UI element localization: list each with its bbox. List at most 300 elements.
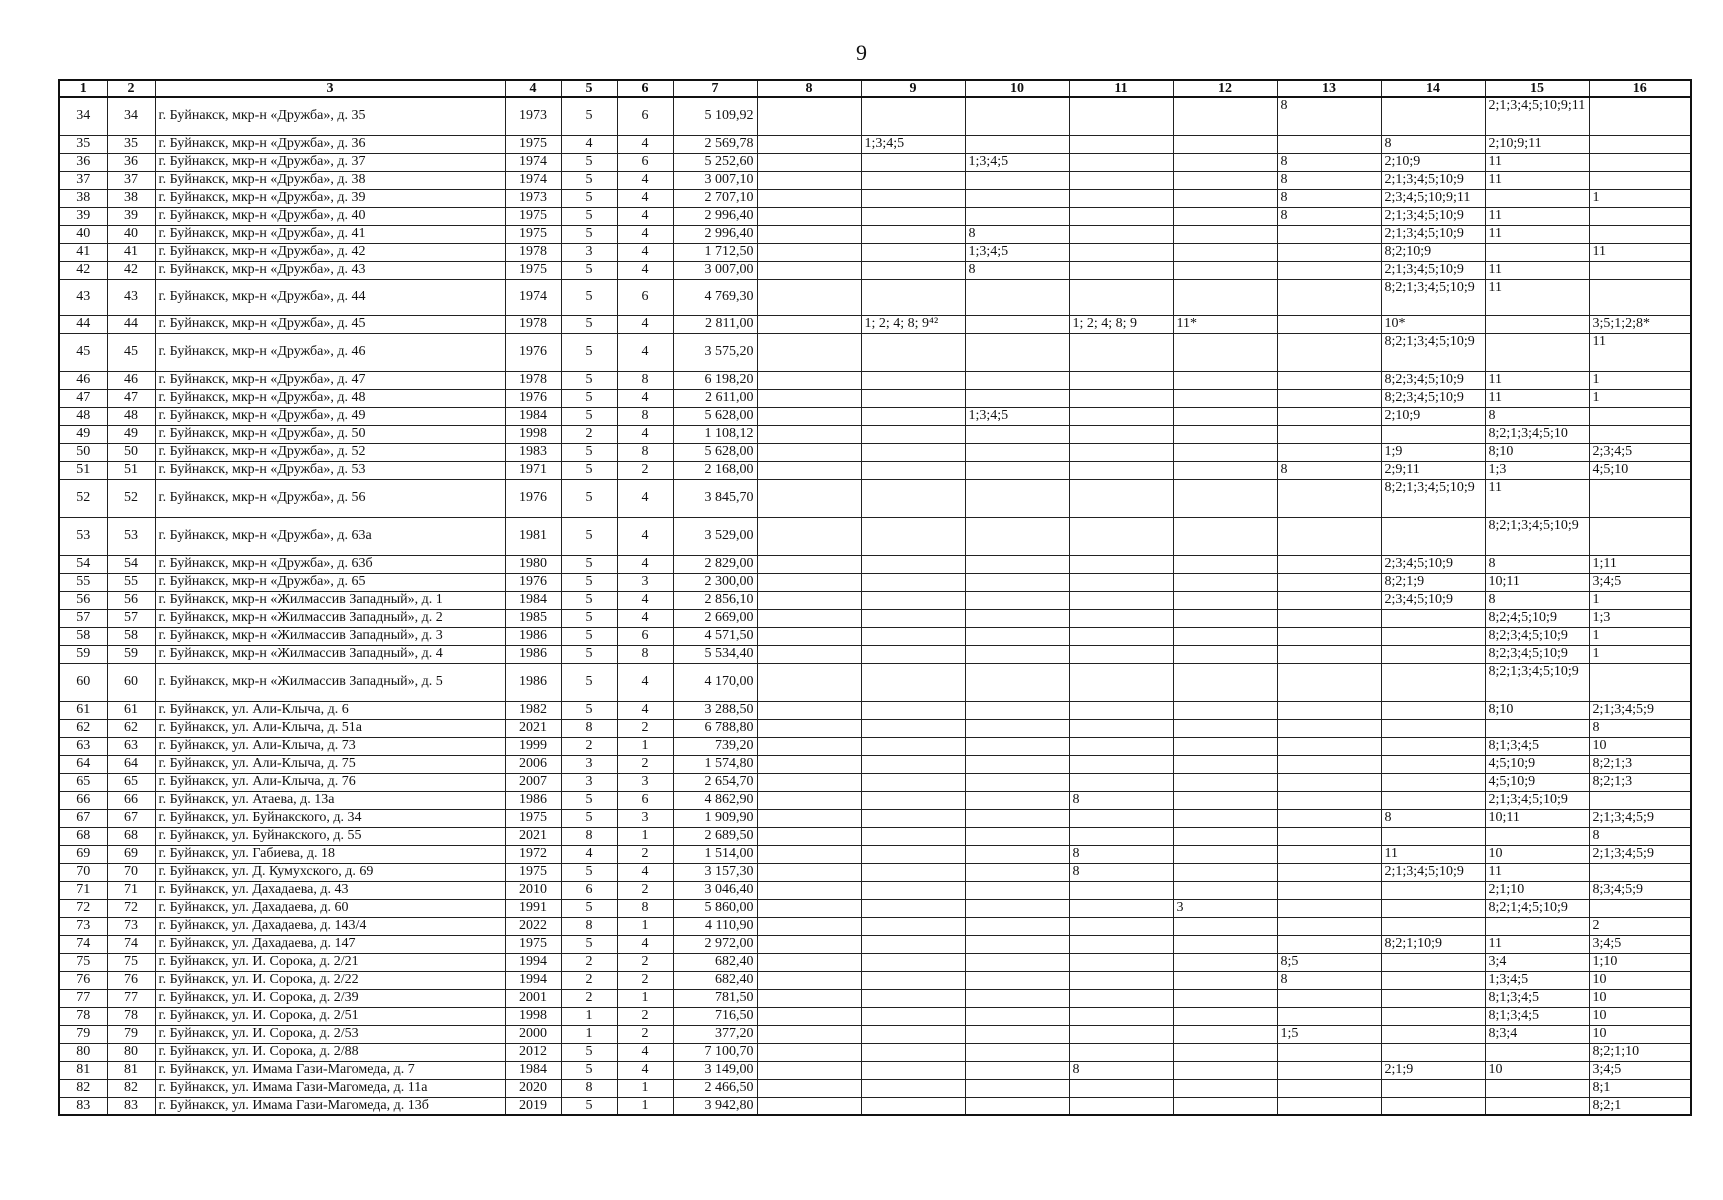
- table-cell: [965, 827, 1069, 845]
- table-row: [59, 315, 1691, 333]
- table-row: [59, 899, 1691, 917]
- table-cell: [861, 517, 965, 555]
- table-cell: 3 575,20: [673, 333, 757, 371]
- table-cell: 78: [59, 1007, 107, 1025]
- table-cell: 5: [561, 479, 617, 517]
- table-cell: 61: [59, 701, 107, 719]
- table-cell: [1069, 609, 1173, 627]
- table-cell: 44: [59, 315, 107, 333]
- table-cell: [1173, 935, 1277, 953]
- table-cell: [965, 935, 1069, 953]
- table-cell: [1069, 207, 1173, 225]
- table-cell: [965, 881, 1069, 899]
- table-cell: 1975: [505, 225, 561, 243]
- table-cell: [1173, 971, 1277, 989]
- table-cell: 2 972,00: [673, 935, 757, 953]
- table-cell: [1173, 701, 1277, 719]
- table-cell: [1173, 1097, 1277, 1115]
- table-cell: 5: [561, 935, 617, 953]
- table-cell: 68: [59, 827, 107, 845]
- table-cell: 1975: [505, 863, 561, 881]
- table-cell: [757, 171, 861, 189]
- table-cell: [757, 1007, 861, 1025]
- table-cell: г. Буйнакск, мкр-н «Дружба», д. 38: [155, 171, 505, 189]
- table-cell: 73: [107, 917, 155, 935]
- table-cell: 8: [1069, 791, 1173, 809]
- table-cell: [965, 773, 1069, 791]
- table-cell: 74: [59, 935, 107, 953]
- table-cell: 8;2;3;4;5;10;9: [1485, 627, 1589, 645]
- table-cell: 11: [1485, 225, 1589, 243]
- table-cell: [861, 1061, 965, 1079]
- table-cell: 3;4: [1485, 953, 1589, 971]
- table-cell: 6 198,20: [673, 371, 757, 389]
- table-cell: 37: [59, 171, 107, 189]
- table-cell: [757, 555, 861, 573]
- table-cell: 54: [59, 555, 107, 573]
- table-cell: [1277, 663, 1381, 701]
- table-cell: 8: [561, 827, 617, 845]
- table-cell: [1069, 97, 1173, 135]
- table-cell: 1976: [505, 389, 561, 407]
- table-cell: 5 860,00: [673, 899, 757, 917]
- table-cell: 3;5;1;2;8*: [1589, 315, 1691, 333]
- column-header: 15: [1485, 80, 1589, 97]
- table-cell: [1277, 1079, 1381, 1097]
- table-cell: 1: [617, 827, 673, 845]
- table-cell: 8;1;3;4;5: [1485, 737, 1589, 755]
- table-cell: [1173, 97, 1277, 135]
- table-cell: 2021: [505, 827, 561, 845]
- table-cell: [861, 935, 965, 953]
- table-row: [59, 917, 1691, 935]
- table-cell: 1984: [505, 407, 561, 425]
- table-cell: 8: [1277, 207, 1381, 225]
- table-cell: [1069, 971, 1173, 989]
- table-cell: 1;3;4;5: [1485, 971, 1589, 989]
- table-cell: [1277, 425, 1381, 443]
- table-cell: [965, 1061, 1069, 1079]
- table-cell: 3;4;5: [1589, 1061, 1691, 1079]
- table-cell: г. Буйнакск, ул. Дахадаева, д. 143/4: [155, 917, 505, 935]
- table-cell: 2: [617, 461, 673, 479]
- table-cell: [1277, 845, 1381, 863]
- table-cell: 5: [561, 189, 617, 207]
- table-cell: [1589, 225, 1691, 243]
- table-cell: 8: [617, 371, 673, 389]
- table-cell: [1381, 97, 1485, 135]
- table-cell: г. Буйнакск, ул. И. Сорока, д. 2/21: [155, 953, 505, 971]
- table-cell: 8: [1277, 171, 1381, 189]
- table-cell: г. Буйнакск, ул. Али-Клыча, д. 73: [155, 737, 505, 755]
- table-cell: [1069, 243, 1173, 261]
- table-cell: [757, 791, 861, 809]
- table-cell: [1381, 971, 1485, 989]
- table-cell: 2 811,00: [673, 315, 757, 333]
- table-cell: [965, 97, 1069, 135]
- table-cell: [1277, 881, 1381, 899]
- table-cell: [1173, 591, 1277, 609]
- table-cell: 4: [561, 845, 617, 863]
- table-cell: [965, 1097, 1069, 1115]
- table-cell: [1173, 881, 1277, 899]
- table-cell: [1069, 1025, 1173, 1043]
- table-cell: [1069, 555, 1173, 573]
- table-cell: 6 788,80: [673, 719, 757, 737]
- table-cell: [1069, 899, 1173, 917]
- table-cell: [757, 1079, 861, 1097]
- table-cell: 1975: [505, 135, 561, 153]
- table-cell: 3: [561, 243, 617, 261]
- table-cell: 1980: [505, 555, 561, 573]
- table-cell: 77: [59, 989, 107, 1007]
- table-cell: 3 942,80: [673, 1097, 757, 1115]
- table-cell: 1975: [505, 207, 561, 225]
- table-cell: [757, 609, 861, 627]
- table-cell: [757, 1043, 861, 1061]
- table-cell: г. Буйнакск, мкр-н «Дружба», д. 42: [155, 243, 505, 261]
- table-cell: 76: [59, 971, 107, 989]
- table-cell: 4: [561, 135, 617, 153]
- table-cell: 2010: [505, 881, 561, 899]
- table-cell: 4: [617, 517, 673, 555]
- table-cell: [757, 97, 861, 135]
- table-cell: 35: [59, 135, 107, 153]
- table-row: [59, 881, 1691, 899]
- table-cell: [1069, 225, 1173, 243]
- table-cell: 4: [617, 333, 673, 371]
- table-cell: [1589, 863, 1691, 881]
- table-row: [59, 1007, 1691, 1025]
- table-cell: [1277, 1061, 1381, 1079]
- table-cell: г. Буйнакск, ул. Дахадаева, д. 60: [155, 899, 505, 917]
- table-cell: [1589, 171, 1691, 189]
- table-cell: 35: [107, 135, 155, 153]
- table-cell: [757, 917, 861, 935]
- table-cell: [1485, 1097, 1589, 1115]
- table-cell: [965, 135, 1069, 153]
- table-cell: 6: [617, 153, 673, 171]
- table-cell: г. Буйнакск, ул. Имама Гази-Магомеда, д. 7: [155, 1061, 505, 1079]
- table-cell: [1069, 573, 1173, 591]
- table-cell: 10: [1589, 1007, 1691, 1025]
- table-cell: 10: [1485, 845, 1589, 863]
- table-cell: [1173, 627, 1277, 645]
- table-cell: 83: [107, 1097, 155, 1115]
- table-cell: г. Буйнакск, мкр-н «Дружба», д. 40: [155, 207, 505, 225]
- table-cell: 82: [59, 1079, 107, 1097]
- table-cell: 5: [561, 609, 617, 627]
- table-cell: [965, 443, 1069, 461]
- table-cell: г. Буйнакск, мкр-н «Дружба», д. 48: [155, 389, 505, 407]
- table-cell: [1277, 225, 1381, 243]
- table-cell: 10: [1589, 737, 1691, 755]
- table-cell: 5: [561, 333, 617, 371]
- table-cell: 40: [59, 225, 107, 243]
- table-cell: [1277, 609, 1381, 627]
- table-cell: [1277, 809, 1381, 827]
- table-cell: [1381, 627, 1485, 645]
- table-cell: 8;1;3;4;5: [1485, 1007, 1589, 1025]
- table-cell: 2: [617, 755, 673, 773]
- table-row: [59, 443, 1691, 461]
- table-cell: 1982: [505, 701, 561, 719]
- table-cell: [861, 645, 965, 663]
- table-cell: [1277, 935, 1381, 953]
- table-cell: [1277, 243, 1381, 261]
- table-cell: 2000: [505, 1025, 561, 1043]
- table-cell: [1589, 479, 1691, 517]
- table-cell: [861, 207, 965, 225]
- table-cell: 3: [617, 573, 673, 591]
- table-cell: [1277, 443, 1381, 461]
- table-cell: 8;2;1;9: [1381, 573, 1485, 591]
- table-cell: 42: [107, 261, 155, 279]
- table-cell: 54: [107, 555, 155, 573]
- table-cell: 1;3;4;5: [965, 243, 1069, 261]
- table-cell: [861, 719, 965, 737]
- table-cell: [1173, 737, 1277, 755]
- table-cell: г. Буйнакск, мкр-н «Дружба», д. 35: [155, 97, 505, 135]
- table-cell: [1069, 461, 1173, 479]
- table-cell: 5 628,00: [673, 407, 757, 425]
- table-cell: 8: [617, 645, 673, 663]
- table-cell: г. Буйнакск, ул. Имама Гази-Магомеда, д. 13б: [155, 1097, 505, 1115]
- table-cell: 1974: [505, 153, 561, 171]
- table-cell: [1277, 917, 1381, 935]
- table-cell: 50: [59, 443, 107, 461]
- table-cell: 10;11: [1485, 573, 1589, 591]
- table-cell: 36: [107, 153, 155, 171]
- table-cell: 5: [561, 261, 617, 279]
- table-cell: [861, 1043, 965, 1061]
- table-cell: 2 689,50: [673, 827, 757, 845]
- table-cell: 8: [1069, 863, 1173, 881]
- table-cell: [1589, 97, 1691, 135]
- table-row: [59, 609, 1691, 627]
- table-cell: [1381, 1079, 1485, 1097]
- table-cell: 8;3;4: [1485, 1025, 1589, 1043]
- table-cell: [1069, 135, 1173, 153]
- table-cell: 68: [107, 827, 155, 845]
- table-cell: 39: [107, 207, 155, 225]
- table-row: [59, 261, 1691, 279]
- table-cell: 45: [107, 333, 155, 371]
- table-cell: [861, 827, 965, 845]
- table-cell: 52: [59, 479, 107, 517]
- table-cell: [965, 1007, 1069, 1025]
- table-cell: 5: [561, 555, 617, 573]
- table-cell: [965, 1025, 1069, 1043]
- table-cell: 5: [561, 627, 617, 645]
- table-cell: 2;1;3;4;5;10;9: [1381, 225, 1485, 243]
- table-cell: [861, 279, 965, 315]
- table-cell: 2 996,40: [673, 207, 757, 225]
- table-cell: [757, 663, 861, 701]
- table-cell: [1069, 171, 1173, 189]
- table-row: [59, 479, 1691, 517]
- table-cell: 57: [107, 609, 155, 627]
- table-row: [59, 243, 1691, 261]
- table-cell: 1; 2; 4; 8; 9: [1069, 315, 1173, 333]
- table-body: [59, 97, 1691, 1115]
- table-cell: 1: [1589, 645, 1691, 663]
- table-cell: 8;2;1;10;9: [1381, 935, 1485, 953]
- table-cell: 51: [107, 461, 155, 479]
- table-cell: [1069, 935, 1173, 953]
- table-cell: 1986: [505, 663, 561, 701]
- table-cell: [965, 791, 1069, 809]
- table-cell: 64: [107, 755, 155, 773]
- table-cell: 1;5: [1277, 1025, 1381, 1043]
- table-row: [59, 389, 1691, 407]
- table-cell: [965, 479, 1069, 517]
- table-cell: г. Буйнакск, ул. Атаева, д. 13а: [155, 791, 505, 809]
- table-cell: 8;1: [1589, 1079, 1691, 1097]
- table-cell: 2;10;9: [1381, 153, 1485, 171]
- table-cell: 739,20: [673, 737, 757, 755]
- table-cell: 2022: [505, 917, 561, 935]
- table-cell: 8;2;1;3: [1589, 773, 1691, 791]
- table-cell: [1277, 827, 1381, 845]
- table-cell: 69: [59, 845, 107, 863]
- table-cell: [757, 827, 861, 845]
- table-cell: [861, 153, 965, 171]
- table-cell: 6: [617, 97, 673, 135]
- table-cell: г. Буйнакск, мкр-н «Дружба», д. 65: [155, 573, 505, 591]
- table-cell: 49: [107, 425, 155, 443]
- table-cell: [1173, 389, 1277, 407]
- table-cell: [1173, 573, 1277, 591]
- table-cell: 2001: [505, 989, 561, 1007]
- table-cell: 2;1;10: [1485, 881, 1589, 899]
- table-cell: [965, 555, 1069, 573]
- table-cell: 1 909,90: [673, 809, 757, 827]
- table-cell: [1069, 663, 1173, 701]
- table-cell: 75: [107, 953, 155, 971]
- table-cell: 2;1;3;4;5;9: [1589, 701, 1691, 719]
- table-cell: 11: [1485, 153, 1589, 171]
- table-cell: [861, 555, 965, 573]
- table-cell: 5: [561, 315, 617, 333]
- table-cell: 8: [1589, 719, 1691, 737]
- table-cell: г. Буйнакск, ул. И. Сорока, д. 2/88: [155, 1043, 505, 1061]
- table-cell: 2: [617, 971, 673, 989]
- table-cell: 34: [59, 97, 107, 135]
- table-cell: 1: [617, 1097, 673, 1115]
- table-cell: 1974: [505, 171, 561, 189]
- table-cell: г. Буйнакск, мкр-н «Жилмассив Западный», д. 5: [155, 663, 505, 701]
- table-cell: 2 856,10: [673, 591, 757, 609]
- column-header: 7: [673, 80, 757, 97]
- table-cell: 72: [107, 899, 155, 917]
- table-cell: [965, 461, 1069, 479]
- table-cell: г. Буйнакск, мкр-н «Жилмассив Западный», д. 4: [155, 645, 505, 663]
- table-cell: [757, 971, 861, 989]
- table-cell: [757, 755, 861, 773]
- table-cell: [757, 1025, 861, 1043]
- table-cell: [757, 845, 861, 863]
- table-cell: [1173, 663, 1277, 701]
- table-cell: 1: [617, 737, 673, 755]
- table-cell: 2: [617, 953, 673, 971]
- table-cell: 8;2;10;9: [1381, 243, 1485, 261]
- table-cell: [861, 737, 965, 755]
- table-cell: [861, 863, 965, 881]
- table-cell: [757, 627, 861, 645]
- table-cell: 3 046,40: [673, 881, 757, 899]
- table-cell: 11: [1485, 479, 1589, 517]
- table-cell: 1984: [505, 1061, 561, 1079]
- table-cell: [1173, 773, 1277, 791]
- table-cell: [1277, 791, 1381, 809]
- table-cell: г. Буйнакск, ул. Али-Клыча, д. 76: [155, 773, 505, 791]
- table-cell: 46: [59, 371, 107, 389]
- table-cell: 2;1;3;4;5;10;9: [1381, 207, 1485, 225]
- table-cell: [1173, 461, 1277, 479]
- table-cell: [757, 701, 861, 719]
- table-cell: [1277, 1043, 1381, 1061]
- table-cell: [1277, 279, 1381, 315]
- table-cell: 6: [617, 279, 673, 315]
- table-cell: 8;2;1;3;4;5;10;9: [1381, 279, 1485, 315]
- table-row: [59, 1025, 1691, 1043]
- table-cell: 5: [561, 1097, 617, 1115]
- table-cell: [1173, 645, 1277, 663]
- table-cell: 1984: [505, 591, 561, 609]
- table-cell: 38: [107, 189, 155, 207]
- table-cell: 8: [1381, 809, 1485, 827]
- table-cell: [1381, 645, 1485, 663]
- table-cell: [861, 609, 965, 627]
- table-cell: [757, 225, 861, 243]
- table-cell: [1069, 881, 1173, 899]
- table-cell: [1381, 719, 1485, 737]
- table-cell: 8;2;1;3;4;5;10;9: [1381, 479, 1485, 517]
- table-cell: 8;2;1;10: [1589, 1043, 1691, 1061]
- table-cell: 42: [59, 261, 107, 279]
- table-cell: 62: [107, 719, 155, 737]
- table-row: [59, 189, 1691, 207]
- table-cell: 82: [107, 1079, 155, 1097]
- table-cell: 1986: [505, 791, 561, 809]
- table-cell: [757, 899, 861, 917]
- table-cell: [1173, 1043, 1277, 1061]
- table-cell: [861, 425, 965, 443]
- table-cell: [1173, 171, 1277, 189]
- table-cell: 43: [59, 279, 107, 315]
- table-cell: [1277, 333, 1381, 371]
- table-cell: 53: [107, 517, 155, 555]
- column-header: 6: [617, 80, 673, 97]
- table-cell: [861, 443, 965, 461]
- table-cell: 2: [617, 1025, 673, 1043]
- table-cell: [965, 645, 1069, 663]
- table-row: [59, 773, 1691, 791]
- table-cell: 8;2;1;3: [1589, 755, 1691, 773]
- table-cell: 1981: [505, 517, 561, 555]
- table-cell: 2 654,70: [673, 773, 757, 791]
- table-cell: [1589, 135, 1691, 153]
- table-cell: [861, 755, 965, 773]
- table-cell: [861, 591, 965, 609]
- table-cell: 1975: [505, 261, 561, 279]
- table-cell: 8: [1277, 189, 1381, 207]
- table-cell: 57: [59, 609, 107, 627]
- table-cell: [1589, 279, 1691, 315]
- table-row: [59, 333, 1691, 371]
- table-cell: г. Буйнакск, мкр-н «Дружба», д. 50: [155, 425, 505, 443]
